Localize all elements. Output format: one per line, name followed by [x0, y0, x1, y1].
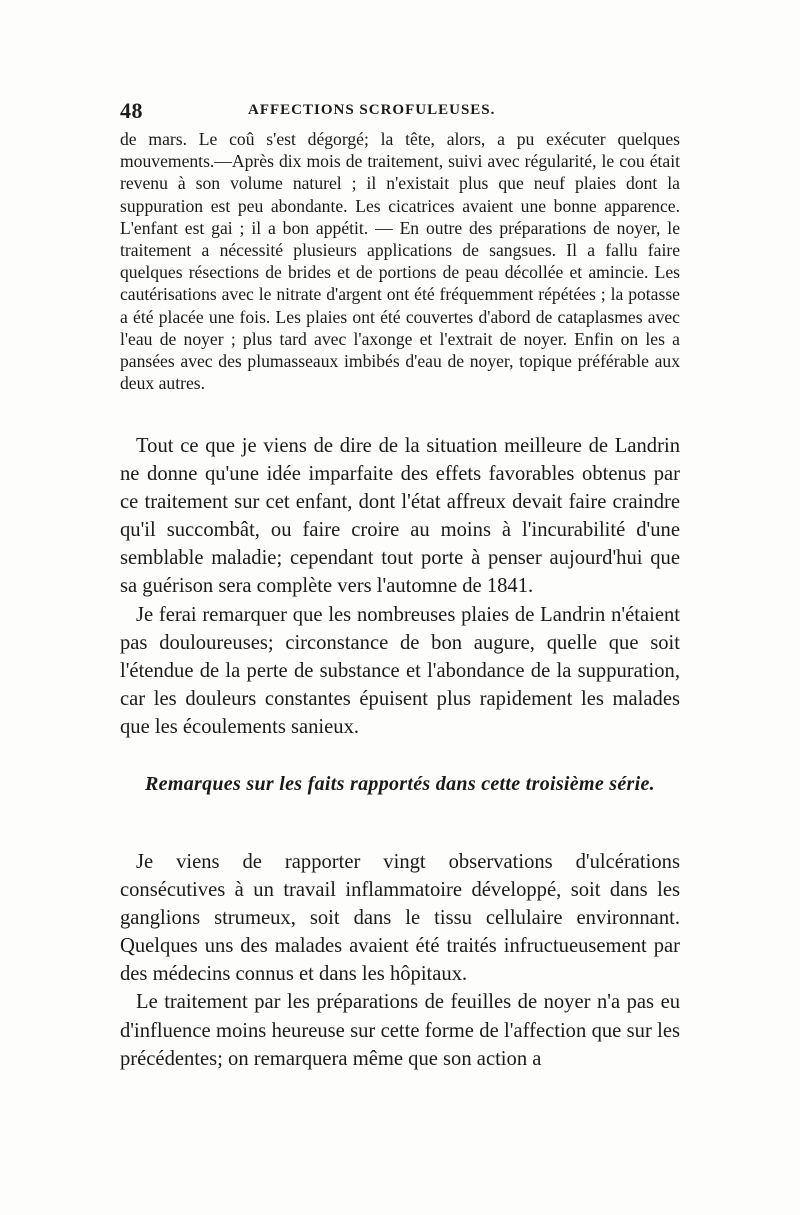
paragraph: Je viens de rapporter vingt observations d'ulcérations consécutives à un travail inflammatoire développé, soit dans les ganglions strumeux, soit dans le tissu cellulaire environnant. Quelques uns des malades avaient été traités infructueusement par des médecins connus et dans les hôpitaux. — [120, 851, 680, 986]
small-text-block — [120, 128, 680, 394]
paragraph: Tout ce que je viens de dire de la situation meilleure de Landrin ne donne qu'une idée imparfaite des effets favorables obtenus par ce traitement sur cet enfant, dont l'état affreux devait faire craindre qu'il succombât, ou faire croire au moins à l'incurabilité d'une semblable maladie; cependant tout porte à penser aujourd'hui que sa guérison sera complète vers l'automne de 1841. — [120, 435, 680, 598]
page-number: 48 — [120, 98, 143, 123]
paragraph: Je ferai remarquer que les nombreuses plaies de Landrin n'étaient pas douloureuses; circonstance de bon augure, quelle que soit l'étendue de la perte de substance et l'abondance de la suppuration, car les douleurs constantes épuisent plus rapidement les malades que les écoulements sanieux. — [120, 603, 680, 738]
running-head — [120, 98, 680, 124]
paragraph: Le traitement par les préparations de feuilles de noyer n'a pas eu d'influence moins heureuse sur cette forme de l'affection que sur les précédentes; on remarquera même que son action a — [120, 991, 680, 1070]
large-text-block-2 — [120, 848, 680, 1073]
section-heading: Remarques sur les faits rapportés dans cette troisième série. — [145, 773, 655, 795]
large-text-block-1 — [120, 432, 680, 741]
running-title: AFFECTIONS SCROFULEUSES. — [248, 102, 496, 118]
paragraph: de mars. Le coû s'est dégorgé; la tête, alors, a pu exécuter quelques mouvements.—Après dix mois de traitement, suivi avec régularité, le cou était revenu à son volume naturel ; il n'existait plus que neuf plaies dont la suppuration est peu abondante. Les cicatrices avaient une bonne apparence. L'enfant est gai ; il a bon appétit. — En outre des préparations de noyer, le traitement a nécessité plusieurs applications de sangsues. Il a fallu faire quelques résections de brides et de portions de peau décollée et amincie. Les cautérisations avec le nitrate d'argent ont été fréquemment répétées ; la potasse a été placée une fois. Les plaies ont été couvertes d'abord de cataplasmes avec l'eau de noyer ; plus tard avec l'axonge et l'extrait de noyer. Enfin on les a pansées avec des plumasseaux imbibés d'eau de noyer, topique préférable aux deux autres. — [120, 129, 680, 394]
